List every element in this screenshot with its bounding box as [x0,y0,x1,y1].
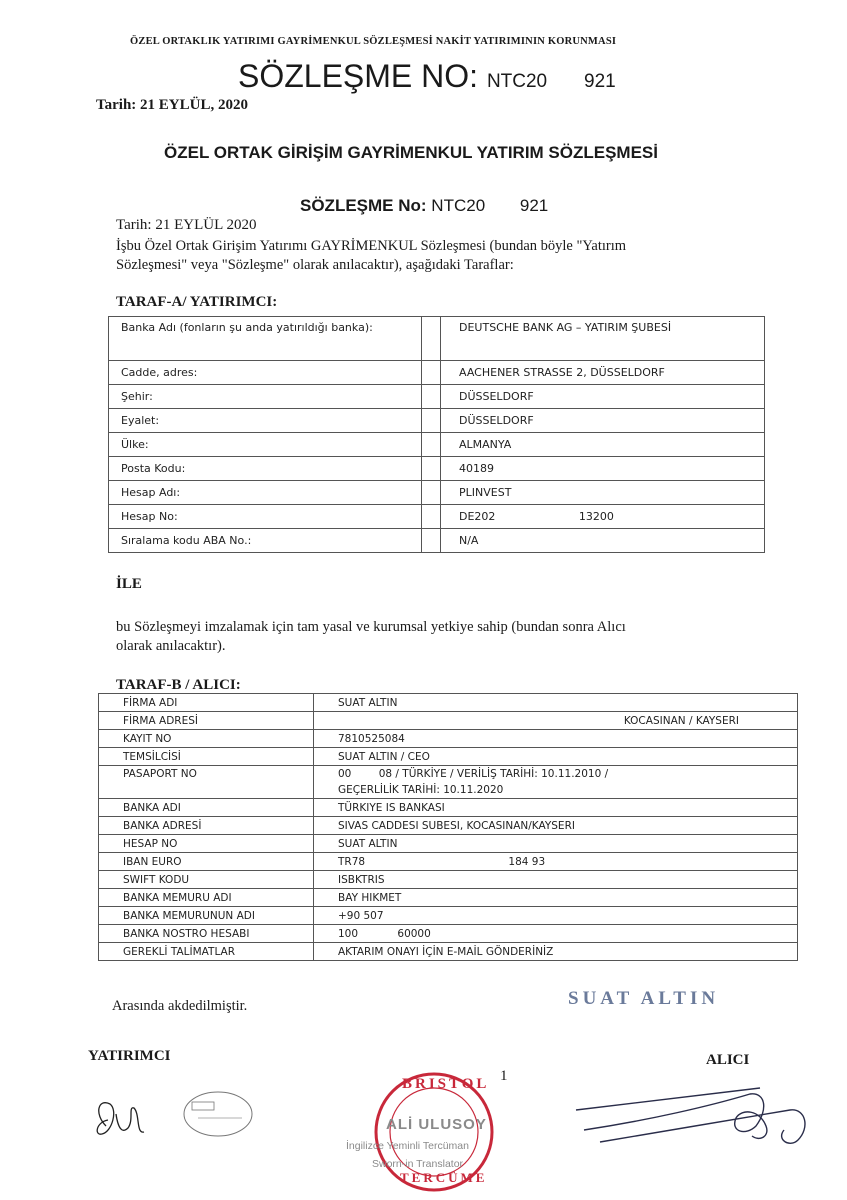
row-value: BAY HIKMET [314,889,798,907]
ile-heading: İLE [116,576,142,592]
row-value: PLINVEST [441,481,765,505]
table-row [99,748,798,766]
nostro-part-2: 60000 [397,927,431,940]
document-contract-no-suffix: 921 [519,196,549,215]
contract-number-label: SÖZLEŞME NO: [238,58,479,94]
row-value [314,853,798,871]
arasinda-text: Arasında akdedilmiştir. [112,998,248,1014]
row-label: IBAN EURO [99,853,314,871]
row-label: KAYIT NO [99,730,314,748]
table-row [99,853,798,871]
table-row [109,361,765,385]
row-value: 40189 [441,457,765,481]
passport-prefix: 00 [338,768,352,780]
row-value: +90 507 [314,907,798,925]
middle-paragraph [116,618,626,656]
row-value: ALMANYA [441,433,765,457]
table-row [109,385,765,409]
row-label: SWIFT KODU [99,871,314,889]
row-label: BANKA ADRESİ [99,817,314,835]
row-label: Hesap No: [109,505,422,529]
row-label: Posta Kodu: [109,457,422,481]
row-label: Cadde, adres: [109,361,422,385]
seal-line-2: Sworn-in Translator [372,1158,464,1170]
row-label: TEMSİLCİSİ [99,748,314,766]
table-row [109,409,765,433]
row-label: BANKA NOSTRO HESABI [99,925,314,943]
row-label: FİRMA ADRESİ [99,712,314,730]
stamped-company-name: SUAT ALTIN [568,988,720,1009]
iban-part-2: 184 93 [508,855,546,868]
table-row [99,817,798,835]
intro-paragraph [116,237,626,275]
table-row [109,481,765,505]
row-label: BANKA MEMURUNUN ADI [99,907,314,925]
row-label: GEREKLİ TALİMATLAR [99,943,314,961]
passport-details: 08 / TÜRKİYE / VERİLİŞ TARİHİ: 10.11.2010 / [378,768,609,780]
row-label: Sıralama kodu ABA No.: [109,529,422,553]
buyer-label: ALICI [706,1052,750,1068]
intro-line-2: Sözleşmesi" veya "Sözleşme" olarak anılacaktır), aşağıdaki Taraflar: [116,257,514,273]
passport-validity: GEÇERLİLİK TARİHİ: 10.11.2020 [338,784,504,796]
row-label: PASAPORT NO [99,766,314,799]
row-value: SUAT ALTIN [314,694,798,712]
seal-translator-name: ALİ ULUSOY [386,1116,487,1133]
row-value: SUAT ALTIN / CEO [314,748,798,766]
row-value: AACHENER STRASSE 2, DÜSSELDORF [441,361,765,385]
row-value [314,766,798,799]
table-row [99,907,798,925]
row-label: Ülke: [109,433,422,457]
seal-line-1: İngilizce Yeminli Tercüman [346,1140,469,1152]
top-header-line: ÖZEL ORTAKLIK YATIRIMI GAYRİMENKUL SÖZLEŞMESİ NAKİT YATIRIMININ KORUNMASI [130,36,617,47]
row-value: SUAT ALTIN [314,835,798,853]
table-row [99,694,798,712]
table-row [109,433,765,457]
contract-number-suffix: 921 [584,71,616,92]
row-value [314,925,798,943]
table-row [99,835,798,853]
table-row [99,889,798,907]
table-row [109,505,765,529]
seal-top-text: BRISTOL [402,1076,490,1092]
table-row [109,317,765,361]
row-value: KOCASINAN / KAYSERI [314,712,798,730]
document-title: ÖZEL ORTAK GİRİŞİM GAYRİMENKUL YATIRIM SÖZLEŞMESİ [164,143,658,162]
table-row [99,730,798,748]
row-value: ISBKTRIS [314,871,798,889]
table-row [99,799,798,817]
row-value: 7810525084 [314,730,798,748]
document-contract-no-label: SÖZLEŞME No: [300,196,427,215]
document-contract-no-prefix: NTC20 [431,196,486,215]
row-label: FİRMA ADI [99,694,314,712]
row-value: DEUTSCHE BANK AG – YATIRIM ŞUBESİ [441,317,765,361]
investor-label: YATIRIMCI [88,1048,171,1064]
row-label: Hesap Adı: [109,481,422,505]
row-label: BANKA ADI [99,799,314,817]
account-number-part-1: DE202 [459,510,496,523]
document-contract-number [300,196,548,216]
row-value: SIVAS CADDESI SUBESI, KOCASINAN/KAYSERI [314,817,798,835]
document-date [116,217,256,234]
party-a-heading: TARAF-A/ YATIRIMCI: [116,294,278,310]
row-value: TÜRKIYE IS BANKASI [314,799,798,817]
row-label: BANKA MEMURU ADI [99,889,314,907]
account-number-part-2: 13200 [578,510,614,523]
row-value [441,505,765,529]
row-value: DÜSSELDORF [441,409,765,433]
buyer-signature [570,1070,820,1170]
table-row [99,925,798,943]
row-value: AKTARIM ONAYI İÇİN E-MAİL GÖNDERİNİZ [314,943,798,961]
row-label: HESAP NO [99,835,314,853]
party-b-table [98,693,798,961]
row-value: N/A [441,529,765,553]
page-number: 1 [500,1068,508,1084]
investor-signature [88,1084,278,1154]
contract-number-heading [238,58,616,95]
table-row [109,529,765,553]
table-row [99,943,798,961]
party-b-heading: TARAF-B / ALICI: [116,677,241,693]
table-row [99,712,798,730]
document-date-text: Tarih: 21 EYLÜL 2020 [116,217,257,233]
row-value: DÜSSELDORF [441,385,765,409]
table-row [99,871,798,889]
table-row [99,766,798,799]
iban-part-1: TR78 [338,855,366,868]
header-date: Tarih: 21 EYLÜL, 2020 [96,97,248,113]
party-a-table [108,316,765,553]
intro-line-1: İşbu Özel Ortak Girişim Yatırımı GAYRİMENKUL Sözleşmesi (bundan böyle "Yatırım [116,238,627,254]
nostro-part-1: 100 [338,927,359,940]
table-row [109,457,765,481]
contract-number-prefix: NTC20 [486,71,548,92]
row-label: Banka Adı (fonların şu anda yatırıldığı banka): [109,317,422,361]
middle-line-1: bu Sözleşmeyi imzalamak için tam yasal ve kurumsal yetkiye sahip (bundan sonra Alıcı [116,619,626,635]
row-label: Şehir: [109,385,422,409]
middle-line-2: olarak anılacaktır). [116,638,226,654]
row-label: Eyalet: [109,409,422,433]
seal-bottom-text: TERCÜME [400,1170,488,1185]
